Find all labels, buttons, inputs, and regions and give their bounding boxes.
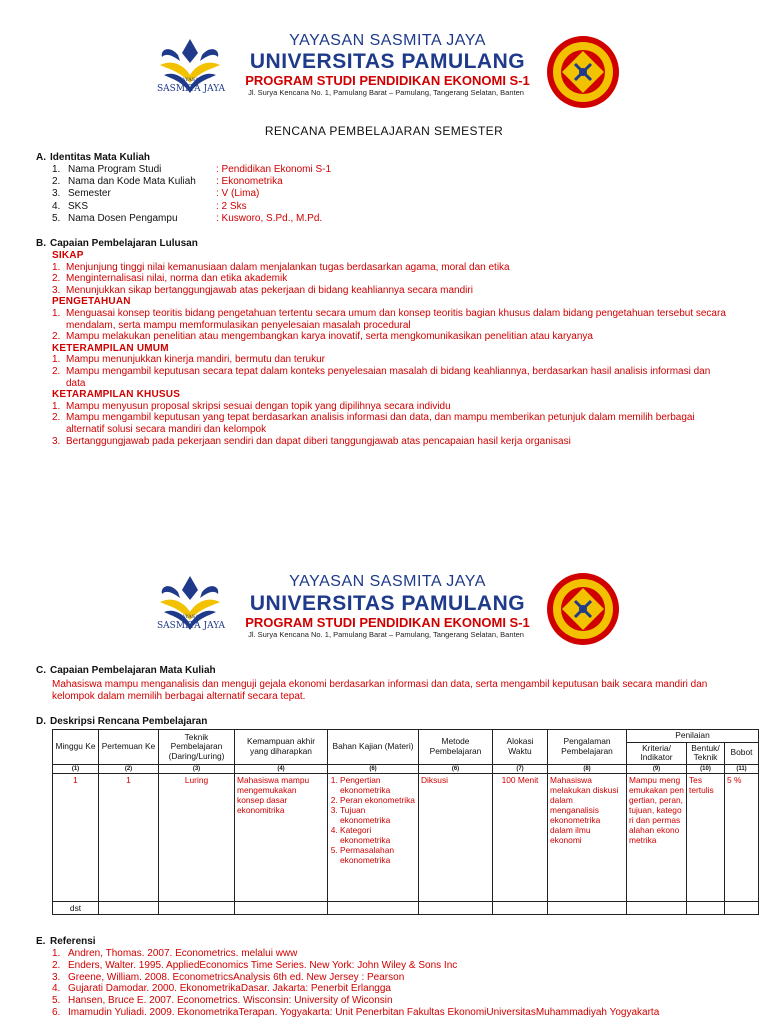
col-alokasi: Alokasi Waktu <box>493 730 548 765</box>
col-bahan: Bahan Kajian (Materi) <box>328 730 419 765</box>
materi-list: 1. Pengertian ekonometrika 2. Peran ekonometrika 3. Tujuan ekonometrika 4. Kategori ekonometrika 5. Permasalahan ekonometrika <box>330 775 416 865</box>
sikap-heading: SIKAP <box>52 250 84 261</box>
col-pertemuan: Pertemuan Ke <box>99 730 159 765</box>
list-item: 2. Enders, Walter. 1995. AppliedEconomics Time Series. New York: John Wiley & Sons Inc <box>52 959 458 971</box>
list-item: 1. Menguasai konsep teoritis bidang pengetahuan tertentu secara umum dan konsep teoritis bagian khusus dalam bidang pengetahuan tersebut secara mendalam, serta mampu memformulasikan penyelesaian masalah procedural <box>52 307 726 331</box>
table-row: 1 1 Luring Mahasiswa mampu mengemukakan konsep dasar ekonomitrika 1. Pengertian ekonometrika 2. Peran ekonometrika 3. Tujuan ekonometrika 4. Kategori ekonometrika 5. Permasalahan ekonometrika Diksusi 100 Menit Mahasiswa melakukan diskusi dalam menganalisis ekonometrika dalam ilmu ekonomi Mampu mengemukakan pengertian, peran, tujuan, kategori dan permasalahan ekonometrika Tes tertulis 5 % <box>53 773 759 901</box>
list-item: 1. Mampu menunjukkan kinerja mandiri, bermutu dan terukur <box>52 354 326 366</box>
col-pengalaman: Pengalaman Pembelajaran <box>548 730 627 765</box>
keterampilan-khusus-heading: KETARAMPILAN KHUSUS <box>52 389 181 401</box>
program-name: PROGRAM STUDI PENDIDIKAN EKONOMI S-1 <box>245 73 530 88</box>
identity-row: 5. Nama Dosen Pengampu : Kusworo, S.Pd., M.Pd. <box>52 212 323 224</box>
org-name: YAYASAN SASMITA JAYA <box>289 573 486 590</box>
list-item: 3. Menunjukkan sikap bertanggungjawab atas pekerjaan di bidang keahliannya secara mandiri <box>52 284 473 296</box>
list-item: 2. Mampu mengambil keputusan secara tepat dalam konteks penyelesaian masalah di bidang keahliannya, berdasarkan hasil analisis informasi dan data <box>52 365 711 389</box>
cpmk-text: Mahasiswa mampu menganalisis dan menguji gejala ekonomi berdasarkan informasi dan data, serta mengambil keputusan baik secara mandiri dan kelompok dalam memilih berbagai alternatif secara tepat. <box>52 679 708 702</box>
col-bentuk: Bentuk/ Teknik <box>687 742 725 764</box>
list-item: 2. Mampu melakukan penelitian atau mengembangkan karya inovatif, serta mengkomunikasikan penelitian atau karyanya <box>52 331 593 343</box>
learning-outcomes <box>52 250 732 447</box>
identity-list <box>52 164 331 225</box>
list-item: 5. Hansen, Bruce E. 2007. Econometrics. Wisconsin: University of Wiconsin <box>52 995 393 1007</box>
col-bobot: Bobot <box>725 742 759 764</box>
logo-name-text: SASMITA JAYA <box>157 84 225 94</box>
program-name: PROGRAM STUDI PENDIDIKAN EKONOMI S-1 <box>245 615 530 630</box>
learning-plan-table <box>52 729 759 915</box>
list-item: 1. Mampu menyusun proposal skripsi sesuai dengan topik yang dipilihnya secara individu <box>52 400 451 412</box>
table-row: dst <box>53 901 759 914</box>
col-kriteria: Kriteria/ Indikator <box>627 742 687 764</box>
section-a-heading: A. Identitas Mata Kuliah <box>36 152 151 163</box>
university-name: UNIVERSITAS PAMULANG <box>249 592 526 615</box>
section-c-heading: C. Capaian Pembelajaran Mata Kuliah <box>36 665 216 676</box>
pengetahuan-heading: PENGETAHUAN <box>52 296 131 308</box>
logo-small-text: YAYASAN <box>178 77 204 83</box>
list-item: 3. Greene, William. 2008. EconometricsAnalysis 6th ed. New Jersey : Pearson <box>52 971 405 983</box>
list-item: 1. Andren, Thomas. 2007. Econometrics. melalui www <box>52 948 298 959</box>
sasmita-jaya-logo-icon <box>150 35 230 107</box>
identity-row: 4. SKS : 2 Sks <box>52 200 247 212</box>
col-penilaian: Penilaian <box>627 730 759 743</box>
letterhead-second <box>0 567 768 672</box>
list-item: 1. Menjunjung tinggi nilai kemanusiaan dalam menjalankan tugas berdasarkan agama, moral dan etika <box>52 261 510 273</box>
list-item: 2. Menginternalisasi nilai, norma dan etika akademik <box>52 273 288 285</box>
col-minggu: Minggu Ke <box>53 730 99 765</box>
col-teknik: Teknik Pembelajaran (Daring/Luring) <box>159 730 235 765</box>
letterhead-top <box>0 30 768 135</box>
university-seal-icon <box>545 34 621 110</box>
org-name: YAYASAN SASMITA JAYA <box>289 32 486 49</box>
section-b-heading: B. Capaian Pembelajaran Lulusan <box>36 238 198 249</box>
university-name: UNIVERSITAS PAMULANG <box>249 50 526 73</box>
identity-row: 1. Nama Program Studi : Pendidikan Ekonomi S-1 <box>52 164 332 175</box>
identity-row: 3. Semester : V (Lima) <box>52 188 260 200</box>
address: Jl. Surya Kencana No. 1, Pamulang Barat – Pamulang, Tangerang Selatan, Banten <box>248 630 524 639</box>
list-item: 6. Imamudin Yuliadi. 2009. EkonometrikaTerapan. Yogyakarta: Unit Penerbitan Fakultas EkonomiUniversitasMuhammadiyah Yogyakarta <box>52 1006 660 1018</box>
col-metode: Metode Pembelajaran <box>419 730 493 765</box>
table-index-row: (1) (2) (3) (4) (6) (6) (7) (8) (9) (10) (11) <box>53 764 759 773</box>
page-title: RENCANA PEMBELAJARAN SEMESTER <box>264 124 504 138</box>
section-d-heading: D. Deskripsi Rencana Pembelajaran <box>36 716 208 727</box>
list-item: 2. Mampu mengambil keputusan yang tepat berdasarkan analisis informasi dan data, dan mampu memberikan petunjuk dalam memilih berbagai alternatif solusi secara mandiri dan kelompok <box>52 412 695 435</box>
section-e-heading: E. Referensi <box>36 936 96 947</box>
list-item: 3. Bertanggungjawab pada pekerjaan sendiri dan dapat diberi tanggungjawab atas pencapaian hasil kerja organisasi <box>52 435 571 447</box>
sasmita-jaya-logo-icon <box>150 572 230 644</box>
reference-list <box>52 948 752 1019</box>
address: Jl. Surya Kencana No. 1, Pamulang Barat – Pamulang, Tangerang Selatan, Banten <box>248 88 524 97</box>
keterampilan-umum-heading: KETERAMPILAN UMUM <box>52 342 169 354</box>
identity-row: 2. Nama dan Kode Mata Kuliah : Ekonometrika <box>52 176 283 188</box>
list-item: 4. Gujarati Damodar. 2000. EkonometrikaDasar. Jakarta: Penerbit Erlangga <box>52 983 391 995</box>
logo-name-text: SASMITA JAYA <box>157 621 225 631</box>
col-kemampuan: Kemampuan akhir yang diharapkan <box>235 730 328 765</box>
university-seal-icon <box>545 571 621 647</box>
logo-small-text: YAYASAN <box>178 614 204 620</box>
